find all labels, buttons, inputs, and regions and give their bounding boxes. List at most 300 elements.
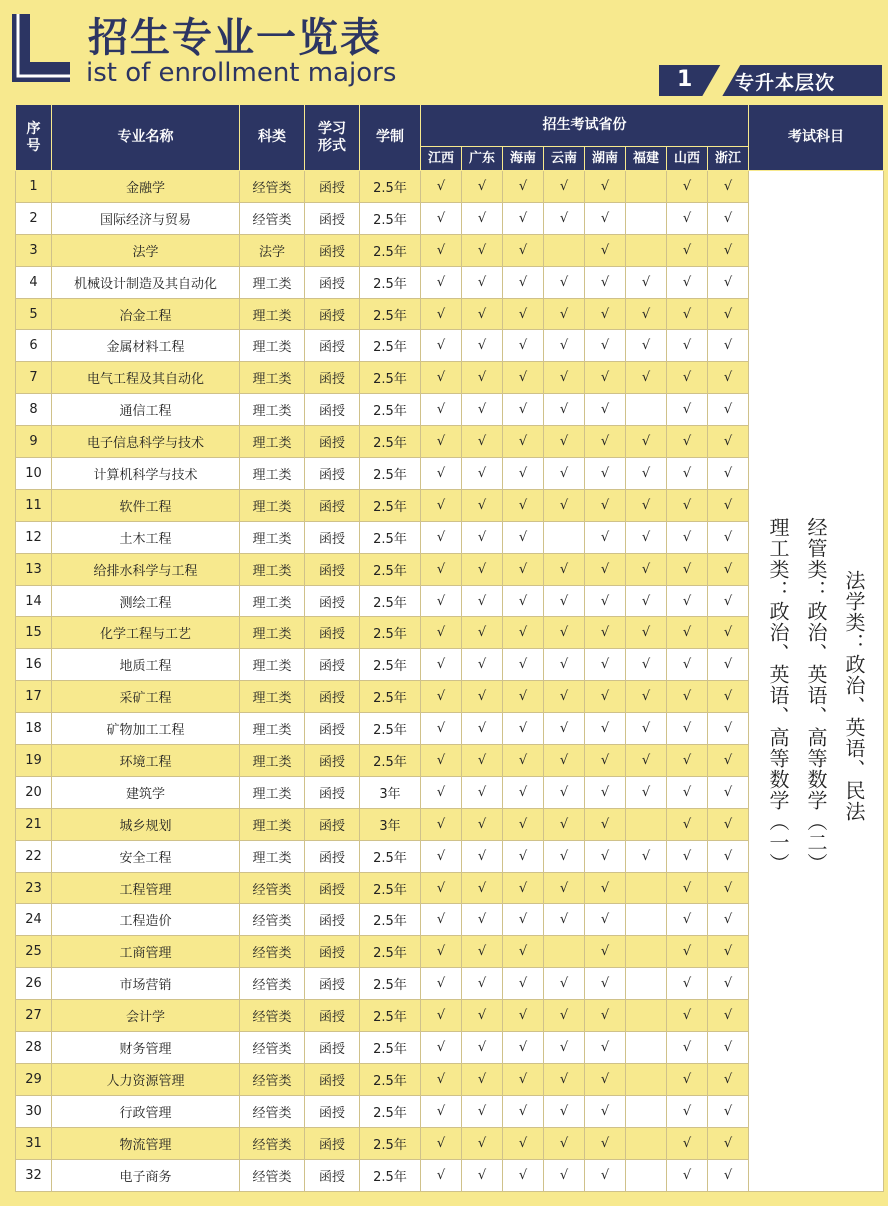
check-mark: √ <box>421 489 462 521</box>
category-cell: 理工类 <box>240 362 305 394</box>
duration: 2.5年 <box>360 713 421 745</box>
check-mark: √ <box>708 1159 749 1191</box>
row-index: 4 <box>16 266 52 298</box>
duration: 2.5年 <box>360 394 421 426</box>
check-mark: √ <box>585 426 626 458</box>
category-cell: 理工类 <box>240 458 305 490</box>
check-mark: √ <box>667 713 708 745</box>
check-mark: √ <box>626 649 667 681</box>
category-cell: 理工类 <box>240 585 305 617</box>
check-mark: √ <box>626 362 667 394</box>
category-cell: 经管类 <box>240 1000 305 1032</box>
major-name: 工程管理 <box>52 872 240 904</box>
check-mark: √ <box>544 1032 585 1064</box>
category-cell: 理工类 <box>240 808 305 840</box>
check-mark: √ <box>585 585 626 617</box>
check-mark: √ <box>421 171 462 203</box>
check-mark: √ <box>544 808 585 840</box>
check-mark: √ <box>503 840 544 872</box>
row-index: 23 <box>16 872 52 904</box>
category-cell: 理工类 <box>240 649 305 681</box>
check-mark: √ <box>708 1032 749 1064</box>
check-mark: √ <box>708 968 749 1000</box>
check-mark: √ <box>708 904 749 936</box>
row-index: 24 <box>16 904 52 936</box>
check-mark: √ <box>544 745 585 777</box>
check-mark: √ <box>667 426 708 458</box>
check-mark: √ <box>708 681 749 713</box>
check-mark: √ <box>667 872 708 904</box>
major-name: 采矿工程 <box>52 681 240 713</box>
row-index: 13 <box>16 553 52 585</box>
empty-cell <box>626 872 667 904</box>
check-mark: √ <box>585 266 626 298</box>
duration: 2.5年 <box>360 1032 421 1064</box>
study-form: 函授 <box>305 362 360 394</box>
check-mark: √ <box>585 489 626 521</box>
empty-cell <box>626 1032 667 1064</box>
duration: 2.5年 <box>360 458 421 490</box>
row-index: 17 <box>16 681 52 713</box>
category-cell: 理工类 <box>240 776 305 808</box>
check-mark: √ <box>708 458 749 490</box>
category-cell: 理工类 <box>240 521 305 553</box>
duration: 2.5年 <box>360 362 421 394</box>
check-mark: √ <box>462 681 503 713</box>
exam-subjects-wrap <box>749 156 883 1206</box>
study-form: 函授 <box>305 489 360 521</box>
check-mark: √ <box>503 808 544 840</box>
empty-cell <box>544 234 585 266</box>
level-number: 1 <box>677 67 693 92</box>
major-name: 国际经济与贸易 <box>52 202 240 234</box>
check-mark: √ <box>708 872 749 904</box>
duration: 3年 <box>360 808 421 840</box>
check-mark: √ <box>544 872 585 904</box>
row-index: 5 <box>16 298 52 330</box>
check-mark: √ <box>708 713 749 745</box>
check-mark: √ <box>503 426 544 458</box>
row-index: 32 <box>16 1159 52 1191</box>
duration: 2.5年 <box>360 171 421 203</box>
major-name: 金属材料工程 <box>52 330 240 362</box>
check-mark: √ <box>544 489 585 521</box>
check-mark: √ <box>421 617 462 649</box>
check-mark: √ <box>544 1000 585 1032</box>
header-form: 学习形式 <box>305 105 360 171</box>
check-mark: √ <box>544 1159 585 1191</box>
study-form: 函授 <box>305 1063 360 1095</box>
check-mark: √ <box>667 840 708 872</box>
check-mark: √ <box>585 936 626 968</box>
check-mark: √ <box>462 521 503 553</box>
check-mark: √ <box>421 1032 462 1064</box>
check-mark: √ <box>585 1095 626 1127</box>
exam-subject-line: 经管类：政治、英语、高等数学（二） <box>804 517 828 875</box>
category-cell: 理工类 <box>240 330 305 362</box>
check-mark: √ <box>708 362 749 394</box>
check-mark: √ <box>585 776 626 808</box>
check-mark: √ <box>462 298 503 330</box>
check-mark: √ <box>503 202 544 234</box>
check-mark: √ <box>421 553 462 585</box>
check-mark: √ <box>462 1095 503 1127</box>
row-index: 16 <box>16 649 52 681</box>
major-name: 工程造价 <box>52 904 240 936</box>
empty-cell <box>626 1063 667 1095</box>
duration: 2.5年 <box>360 649 421 681</box>
check-mark: √ <box>667 936 708 968</box>
check-mark: √ <box>585 1032 626 1064</box>
category-cell: 理工类 <box>240 745 305 777</box>
category-cell: 经管类 <box>240 202 305 234</box>
check-mark: √ <box>626 330 667 362</box>
page-subtitle: ist of enrollment majors <box>86 58 397 88</box>
study-form: 函授 <box>305 585 360 617</box>
study-form: 函授 <box>305 458 360 490</box>
category-cell: 经管类 <box>240 1095 305 1127</box>
check-mark: √ <box>462 330 503 362</box>
duration: 2.5年 <box>360 936 421 968</box>
major-name: 给排水科学与工程 <box>52 553 240 585</box>
duration: 2.5年 <box>360 681 421 713</box>
row-index: 28 <box>16 1032 52 1064</box>
header-duration: 学制 <box>360 105 421 171</box>
duration: 2.5年 <box>360 330 421 362</box>
row-index: 31 <box>16 1127 52 1159</box>
empty-cell <box>626 904 667 936</box>
duration: 2.5年 <box>360 745 421 777</box>
check-mark: √ <box>544 681 585 713</box>
major-name: 环境工程 <box>52 745 240 777</box>
major-name: 人力资源管理 <box>52 1063 240 1095</box>
check-mark: √ <box>421 266 462 298</box>
check-mark: √ <box>708 266 749 298</box>
category-cell: 经管类 <box>240 1159 305 1191</box>
check-mark: √ <box>544 426 585 458</box>
check-mark: √ <box>421 330 462 362</box>
check-mark: √ <box>421 840 462 872</box>
check-mark: √ <box>667 362 708 394</box>
check-mark: √ <box>421 1063 462 1095</box>
row-index: 14 <box>16 585 52 617</box>
check-mark: √ <box>585 968 626 1000</box>
empty-cell <box>626 808 667 840</box>
check-mark: √ <box>667 745 708 777</box>
check-mark: √ <box>503 1159 544 1191</box>
check-mark: √ <box>544 330 585 362</box>
major-name: 市场营销 <box>52 968 240 1000</box>
check-mark: √ <box>462 426 503 458</box>
empty-cell <box>626 202 667 234</box>
row-index: 3 <box>16 234 52 266</box>
check-mark: √ <box>708 426 749 458</box>
page-header <box>0 0 888 104</box>
check-mark: √ <box>708 808 749 840</box>
check-mark: √ <box>462 1000 503 1032</box>
row-index: 20 <box>16 776 52 808</box>
check-mark: √ <box>544 904 585 936</box>
major-name: 行政管理 <box>52 1095 240 1127</box>
check-mark: √ <box>462 808 503 840</box>
check-mark: √ <box>544 617 585 649</box>
check-mark: √ <box>626 840 667 872</box>
category-cell: 经管类 <box>240 968 305 1000</box>
check-mark: √ <box>421 1000 462 1032</box>
header-province: 海南 <box>503 147 544 171</box>
check-mark: √ <box>544 458 585 490</box>
major-name: 工商管理 <box>52 936 240 968</box>
check-mark: √ <box>667 681 708 713</box>
row-index: 1 <box>16 171 52 203</box>
duration: 2.5年 <box>360 202 421 234</box>
empty-cell <box>544 936 585 968</box>
major-name: 电子商务 <box>52 1159 240 1191</box>
empty-cell <box>626 936 667 968</box>
category-cell: 理工类 <box>240 298 305 330</box>
check-mark: √ <box>585 745 626 777</box>
duration: 2.5年 <box>360 1000 421 1032</box>
check-mark: √ <box>462 394 503 426</box>
check-mark: √ <box>708 298 749 330</box>
header-subjects: 考试科目 <box>749 105 884 171</box>
category-cell: 理工类 <box>240 266 305 298</box>
check-mark: √ <box>626 776 667 808</box>
check-mark: √ <box>421 202 462 234</box>
duration: 2.5年 <box>360 426 421 458</box>
category-cell: 理工类 <box>240 394 305 426</box>
check-mark: √ <box>462 171 503 203</box>
category-cell: 理工类 <box>240 681 305 713</box>
major-name: 会计学 <box>52 1000 240 1032</box>
check-mark: √ <box>708 1000 749 1032</box>
majors-table <box>15 104 884 1192</box>
check-mark: √ <box>462 840 503 872</box>
row-index: 15 <box>16 617 52 649</box>
check-mark: √ <box>667 776 708 808</box>
check-mark: √ <box>708 171 749 203</box>
header-index: 序号 <box>16 105 52 171</box>
check-mark: √ <box>462 234 503 266</box>
study-form: 函授 <box>305 840 360 872</box>
check-mark: √ <box>667 1095 708 1127</box>
major-name: 化学工程与工艺 <box>52 617 240 649</box>
check-mark: √ <box>503 713 544 745</box>
check-mark: √ <box>462 936 503 968</box>
check-mark: √ <box>503 1000 544 1032</box>
table-row <box>16 171 884 203</box>
category-cell: 经管类 <box>240 872 305 904</box>
header-category: 科类 <box>240 105 305 171</box>
check-mark: √ <box>667 266 708 298</box>
study-form: 函授 <box>305 745 360 777</box>
check-mark: √ <box>462 745 503 777</box>
check-mark: √ <box>585 904 626 936</box>
row-index: 30 <box>16 1095 52 1127</box>
duration: 3年 <box>360 776 421 808</box>
check-mark: √ <box>421 936 462 968</box>
check-mark: √ <box>544 585 585 617</box>
check-mark: √ <box>503 489 544 521</box>
check-mark: √ <box>503 1063 544 1095</box>
study-form: 函授 <box>305 266 360 298</box>
study-form: 函授 <box>305 681 360 713</box>
check-mark: √ <box>421 1095 462 1127</box>
duration: 2.5年 <box>360 521 421 553</box>
check-mark: √ <box>585 649 626 681</box>
check-mark: √ <box>667 585 708 617</box>
study-form: 函授 <box>305 298 360 330</box>
check-mark: √ <box>626 298 667 330</box>
row-index: 26 <box>16 968 52 1000</box>
level-badge <box>659 65 882 96</box>
check-mark: √ <box>585 681 626 713</box>
empty-cell <box>626 394 667 426</box>
check-mark: √ <box>421 298 462 330</box>
check-mark: √ <box>708 745 749 777</box>
check-mark: √ <box>421 362 462 394</box>
check-mark: √ <box>585 458 626 490</box>
check-mark: √ <box>544 298 585 330</box>
check-mark: √ <box>462 872 503 904</box>
major-name: 计算机科学与技术 <box>52 458 240 490</box>
check-mark: √ <box>667 1063 708 1095</box>
header-province: 山西 <box>667 147 708 171</box>
check-mark: √ <box>421 872 462 904</box>
check-mark: √ <box>544 649 585 681</box>
study-form: 函授 <box>305 330 360 362</box>
check-mark: √ <box>462 617 503 649</box>
check-mark: √ <box>585 394 626 426</box>
study-form: 函授 <box>305 904 360 936</box>
duration: 2.5年 <box>360 1127 421 1159</box>
exam-subject-line: 法学类：政治、英语、民法 <box>842 569 866 822</box>
check-mark: √ <box>421 745 462 777</box>
check-mark: √ <box>585 1127 626 1159</box>
empty-cell <box>626 1095 667 1127</box>
check-mark: √ <box>462 489 503 521</box>
duration: 2.5年 <box>360 1063 421 1095</box>
major-name: 土木工程 <box>52 521 240 553</box>
study-form: 函授 <box>305 426 360 458</box>
study-form: 函授 <box>305 1000 360 1032</box>
check-mark: √ <box>462 968 503 1000</box>
study-form: 函授 <box>305 713 360 745</box>
check-mark: √ <box>585 1063 626 1095</box>
row-index: 22 <box>16 840 52 872</box>
check-mark: √ <box>708 489 749 521</box>
row-index: 21 <box>16 808 52 840</box>
check-mark: √ <box>585 1000 626 1032</box>
category-cell: 理工类 <box>240 617 305 649</box>
duration: 2.5年 <box>360 617 421 649</box>
check-mark: √ <box>421 776 462 808</box>
study-form: 函授 <box>305 553 360 585</box>
exam-subjects-cell <box>749 171 884 1192</box>
check-mark: √ <box>585 298 626 330</box>
row-index: 9 <box>16 426 52 458</box>
check-mark: √ <box>585 330 626 362</box>
check-mark: √ <box>626 553 667 585</box>
check-mark: √ <box>503 458 544 490</box>
major-name: 法学 <box>52 234 240 266</box>
category-cell: 经管类 <box>240 1032 305 1064</box>
header-province: 广东 <box>462 147 503 171</box>
check-mark: √ <box>585 1159 626 1191</box>
check-mark: √ <box>421 681 462 713</box>
check-mark: √ <box>462 266 503 298</box>
major-name: 建筑学 <box>52 776 240 808</box>
check-mark: √ <box>462 649 503 681</box>
check-mark: √ <box>626 585 667 617</box>
check-mark: √ <box>503 298 544 330</box>
row-index: 25 <box>16 936 52 968</box>
check-mark: √ <box>667 458 708 490</box>
study-form: 函授 <box>305 968 360 1000</box>
duration: 2.5年 <box>360 553 421 585</box>
major-name: 安全工程 <box>52 840 240 872</box>
row-index: 29 <box>16 1063 52 1095</box>
check-mark: √ <box>708 776 749 808</box>
row-index: 18 <box>16 713 52 745</box>
check-mark: √ <box>544 776 585 808</box>
study-form: 函授 <box>305 1095 360 1127</box>
check-mark: √ <box>421 426 462 458</box>
check-mark: √ <box>421 904 462 936</box>
empty-cell <box>544 521 585 553</box>
study-form: 函授 <box>305 1032 360 1064</box>
check-mark: √ <box>544 394 585 426</box>
header-province: 江西 <box>421 147 462 171</box>
check-mark: √ <box>667 330 708 362</box>
check-mark: √ <box>503 968 544 1000</box>
study-form: 函授 <box>305 808 360 840</box>
check-mark: √ <box>462 1159 503 1191</box>
check-mark: √ <box>421 234 462 266</box>
check-mark: √ <box>462 1127 503 1159</box>
empty-cell <box>626 1127 667 1159</box>
duration: 2.5年 <box>360 585 421 617</box>
check-mark: √ <box>585 553 626 585</box>
check-mark: √ <box>667 904 708 936</box>
major-name: 财务管理 <box>52 1032 240 1064</box>
check-mark: √ <box>544 266 585 298</box>
check-mark: √ <box>667 234 708 266</box>
row-index: 7 <box>16 362 52 394</box>
check-mark: √ <box>585 521 626 553</box>
duration: 2.5年 <box>360 234 421 266</box>
check-mark: √ <box>667 298 708 330</box>
check-mark: √ <box>503 394 544 426</box>
check-mark: √ <box>544 968 585 1000</box>
empty-cell <box>626 1159 667 1191</box>
duration: 2.5年 <box>360 266 421 298</box>
check-mark: √ <box>667 1127 708 1159</box>
check-mark: √ <box>421 808 462 840</box>
check-mark: √ <box>503 1127 544 1159</box>
row-index: 27 <box>16 1000 52 1032</box>
check-mark: √ <box>708 617 749 649</box>
check-mark: √ <box>708 840 749 872</box>
check-mark: √ <box>585 808 626 840</box>
row-index: 12 <box>16 521 52 553</box>
study-form: 函授 <box>305 521 360 553</box>
check-mark: √ <box>503 362 544 394</box>
check-mark: √ <box>708 521 749 553</box>
study-form: 函授 <box>305 936 360 968</box>
study-form: 函授 <box>305 649 360 681</box>
header-major: 专业名称 <box>52 105 240 171</box>
